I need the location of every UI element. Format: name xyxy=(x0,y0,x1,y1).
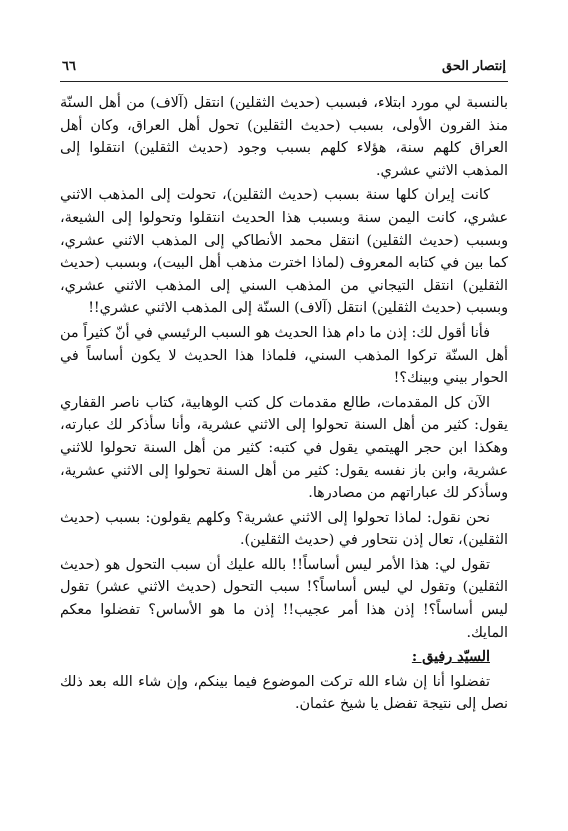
paragraph: الآن كل المقدمات، طالع مقدمات كل كتب الوهابية، كتاب ناصر القفاري يقول: كثير من أهل السنة تحولوا إلى الاثني عشرية، وأنا سأذكر لك عبارته، وهكذا ابن حجر الهيتمي يقول في كتبه: كثير من أهل السنة تحولوا للاثني عشرية، وابن باز نفسه يقول: كثير من أهل السنة تحولوا إلى الاثني عشرية، وسأذكر لك عباراتهم من مصادرها. xyxy=(60,394,508,502)
page-number: ٦٦ xyxy=(62,59,76,74)
paragraph: تفضلوا أنا إن شاء الله تركت الموضوع فيما بينكم، وإن شاء الله بعد ذلك نصل إلى نتيجة تفضل يا شيخ عثمان. xyxy=(60,673,508,713)
book-title: إنتصار الحق xyxy=(442,59,506,74)
paragraph: فأنا أقول لك: إذن ما دام هذا الحديث هو السبب الرئيسي في أنّ كثيراً من أهل السنّة تركوا المذهب السني، فلماذا هذا الحديث لا يكون أساساً في الحوار بيني وبينك؟! xyxy=(60,324,508,387)
page-body xyxy=(60,92,508,718)
paragraph: نحن نقول: لماذا تحولوا إلى الاثني عشرية؟ وكلهم يقولون: بسبب (حديث الثقلين)، تعال إذن نتحاور في (حديث الثقلين). xyxy=(60,509,508,549)
paragraph: كانت إيران كلها سنة بسبب (حديث الثقلين)، تحولت إلى المذهب الاثني عشري، كانت اليمن سنة وبسبب هذا الحديث انتقلوا وتحولوا إلى الشيعة، وبسبب (حديث الثقلين) انتقل محمد الأنطاكي إلى المذهب الاثني عشري، كما بين في كتابه المعروف (لماذا اخترت مذهب أهل البيت)، وبسبب (حديث الثقلين) انتقل التيجاني من المذهب السني إلى المذهب الاثني عشري، وبسبب (حديث الثقلين) انتقل (آلاف) السنّة إلى المذهب الاثني عشري!! xyxy=(60,187,508,317)
speaker-heading xyxy=(60,646,508,669)
speaker-name: السيّد رفيق : xyxy=(411,649,490,666)
paragraph: بالنسبة لي مورد ابتلاء، فبسبب (حديث الثقلين) انتقل (آلاف) من أهل السنّة منذ القرون الأولى، بسبب (حديث الثقلين) تحول أهل العراق، وكان أهل العراق كلهم سنة، هؤلاء كلهم بسبب وجود (حديث الثقلين) انتقلوا إلى المذهب الاثني عشري. xyxy=(60,95,508,179)
paragraph: تقول لي: هذا الأمر ليس أساساً!! بالله عليك أن سبب التحول هو (حديث الثقلين) وتقول لي ليس أساساً؟! سبب التحول (حديث الاثني عشر) تقول ليس أساساً؟! إذن هذا أمر عجيب!! إذن ما هو الأساس؟ تفضلوا معكم المايك. xyxy=(60,556,508,641)
page-header xyxy=(60,55,508,82)
